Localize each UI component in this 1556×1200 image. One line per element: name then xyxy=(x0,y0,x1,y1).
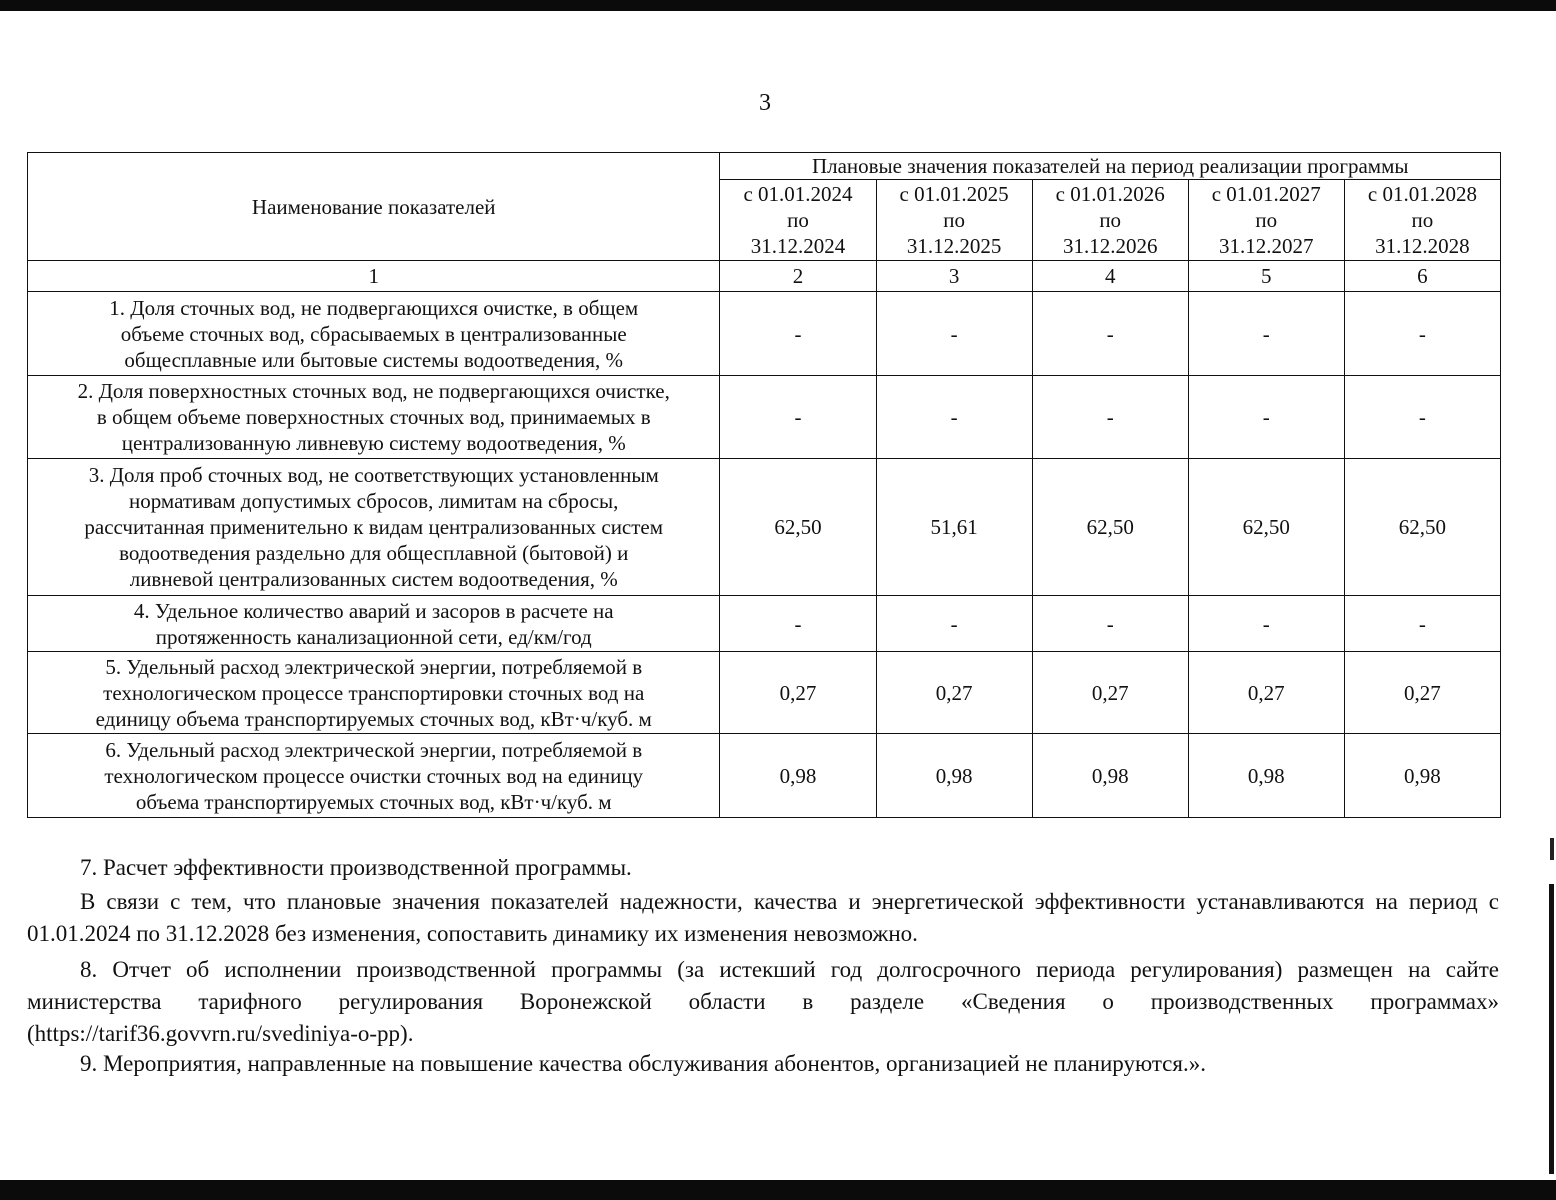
column-number: 5 xyxy=(1188,261,1344,292)
indicator-value: - xyxy=(1188,376,1344,459)
column-number: 4 xyxy=(1032,261,1188,292)
period-header: с 01.01.2027 по 31.12.2027 xyxy=(1188,180,1344,261)
indicator-value: - xyxy=(876,596,1032,652)
table-row xyxy=(28,652,1501,734)
column-number: 6 xyxy=(1344,261,1500,292)
indicator-value: - xyxy=(1032,292,1188,376)
indicator-value: 0,27 xyxy=(1344,652,1500,734)
indicator-name: 2. Доля поверхностных сточных вод, не подвергающихся очистке, в общем объеме поверхностных сточных вод, принимаемых в централизованную ливневую систему водоотведения, % xyxy=(28,376,720,459)
section-7-text: В связи с тем, что плановые значения показателей надежности, качества и энергетической эффективности устанавливаются на период с 01.01.2024 по 31.12.2028 без изменения, сопоставить динамику их изменения невозможно. xyxy=(27,889,1499,946)
section-9-text: 9. Мероприятия, направленные на повышение качества обслуживания абонентов, организацией не планируются.». xyxy=(80,1051,1206,1076)
indicator-value: 62,50 xyxy=(1032,459,1188,596)
scan-border-bottom xyxy=(0,1180,1556,1200)
table-row xyxy=(28,596,1501,652)
indicator-value: - xyxy=(720,596,876,652)
scan-border-top xyxy=(0,0,1556,11)
period-header: с 01.01.2025 по 31.12.2025 xyxy=(876,180,1032,261)
indicator-name: 5. Удельный расход электрической энергии, потребляемой в технологическом процессе транспортировки сточных вод на единицу объема транспортируемых сточных вод, кВт·ч/куб. м xyxy=(28,652,720,734)
table-row xyxy=(28,376,1501,459)
indicators-table xyxy=(27,152,1501,818)
indicator-value: 62,50 xyxy=(1344,459,1500,596)
period-header: с 01.01.2026 по 31.12.2026 xyxy=(1032,180,1188,261)
indicator-value: 0,98 xyxy=(1188,734,1344,818)
indicator-value: 0,27 xyxy=(876,652,1032,734)
table-row xyxy=(28,459,1501,596)
indicator-name: 1. Доля сточных вод, не подвергающихся очистке, в общем объеме сточных вод, сбрасываемых в централизованные общесплавные или бытовые системы водоотведения, % xyxy=(28,292,720,376)
indicator-value: - xyxy=(1344,292,1500,376)
indicator-value: - xyxy=(1344,596,1500,652)
indicator-value: - xyxy=(876,292,1032,376)
section-7-title: 7. Расчет эффективности производственной программы. xyxy=(80,855,632,880)
scan-edge-mark xyxy=(1550,838,1554,860)
section-8-text: 8. Отчет об исполнении производственной программы (за истекший год долгосрочного периода регулирования) размещен на сайте министерства тарифного регулирования Воронежской области в разделе «Сведения о производственных программах» (https://tarif36.govvrn.ru/svediniya-o-pp). xyxy=(27,957,1499,1046)
indicator-value: 51,61 xyxy=(876,459,1032,596)
period-header: с 01.01.2024 по 31.12.2024 xyxy=(720,180,876,261)
scan-edge-mark xyxy=(1549,884,1554,1174)
indicator-value: 62,50 xyxy=(1188,459,1344,596)
indicator-value: 0,27 xyxy=(720,652,876,734)
indicator-value: - xyxy=(720,292,876,376)
indicator-value: 0,98 xyxy=(876,734,1032,818)
indicator-value: - xyxy=(1344,376,1500,459)
indicator-value: - xyxy=(876,376,1032,459)
indicator-value: - xyxy=(720,376,876,459)
indicator-value: 0,27 xyxy=(1188,652,1344,734)
indicator-value: - xyxy=(1188,596,1344,652)
indicator-value: 0,98 xyxy=(720,734,876,818)
table-row xyxy=(28,292,1501,376)
indicator-value: 0,98 xyxy=(1032,734,1188,818)
indicator-name: 6. Удельный расход электрической энергии, потребляемой в технологическом процессе очистки сточных вод на единицу объема транспортируемых сточных вод, кВт·ч/куб. м xyxy=(28,734,720,818)
column-number: 1 xyxy=(28,261,720,292)
indicator-value: - xyxy=(1032,596,1188,652)
indicator-value: 0,27 xyxy=(1032,652,1188,734)
indicator-value: 0,98 xyxy=(1344,734,1500,818)
table-row xyxy=(28,734,1501,818)
indicator-name: 3. Доля проб сточных вод, не соответствующих установленным нормативам допустимых сбросов, лимитам на сбросы, рассчитанная применительно к видам централизованных систем водоотведения раздельно для общесплавной (бытовой) и ливневой централизованных систем водоотведения, % xyxy=(28,459,720,596)
period-header: с 01.01.2028 по 31.12.2028 xyxy=(1344,180,1500,261)
column-number: 3 xyxy=(876,261,1032,292)
column-number-row xyxy=(28,261,1501,292)
indicator-name: 4. Удельное количество аварий и засоров в расчете на протяженность канализационной сети, ед/км/год xyxy=(28,596,720,652)
column-number: 2 xyxy=(720,261,876,292)
indicator-value: - xyxy=(1032,376,1188,459)
page-number: 3 xyxy=(759,90,771,116)
indicator-value: 62,50 xyxy=(720,459,876,596)
indicator-value: - xyxy=(1188,292,1344,376)
planned-values-header: Плановые значения показателей на период реализации программы xyxy=(720,153,1501,180)
indicator-name-header: Наименование показателей xyxy=(28,153,720,261)
